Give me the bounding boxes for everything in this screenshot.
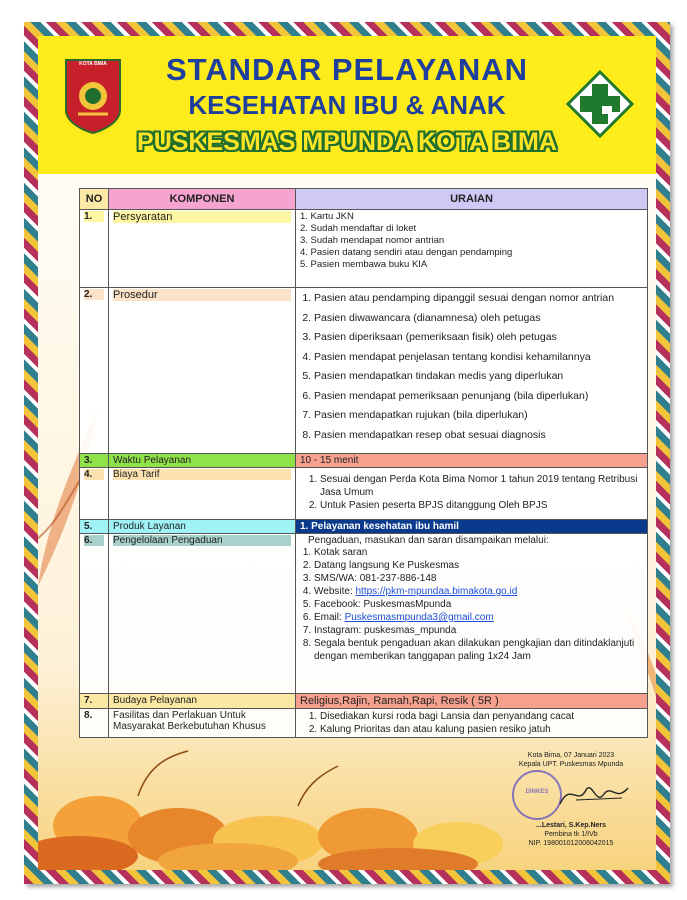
row-number: 2. — [80, 288, 109, 454]
header-no: NO — [80, 189, 109, 210]
list-item: 1. Disediakan kursi roda bagi Lansia dan penyandang cacat — [320, 710, 643, 723]
row-number: 6. — [80, 534, 109, 694]
header-komponen: KOMPONEN — [109, 189, 296, 210]
list-item: 7. Pasien mendapatkan rujukan (bila diperlukan) — [314, 406, 643, 426]
row-number: 4. — [80, 468, 109, 520]
header-uraian: URAIAN — [296, 189, 648, 210]
row-komponen: Produk Layanan — [109, 520, 296, 534]
list-item: 6. Email: Puskesmasmpunda3@gmail.com — [314, 611, 643, 624]
list-item: 1. Pasien atau pendamping dipanggil sesuai dengan nomor antrian — [314, 289, 643, 309]
row-komponen: Fasilitas dan Perlakuan Untuk Masyarakat Berkebutuhan Khusus — [109, 709, 296, 738]
title-line-3: PUSKESMAS MPUNDA KOTA BIMA — [137, 128, 557, 156]
complaint-intro: Pengaduan, masukan dan saran disampaikan melalui: — [308, 535, 549, 546]
list-item: 6. Pasien mendapat pemeriksaan penunjang (bila diperlukan) — [314, 387, 643, 407]
list-item: 4. Pasien datang sendiri atau dengan pendamping — [300, 247, 513, 258]
table-row — [80, 468, 648, 520]
table-row — [80, 288, 648, 454]
table-row — [80, 694, 648, 709]
list-item: 3. Sudah mendapat nomor antrian — [300, 235, 445, 246]
list-item: 3. SMS/WA: 081-237-886-148 — [314, 572, 643, 585]
table-row — [80, 534, 648, 694]
decorative-border — [24, 22, 670, 884]
row-uraian: 10 - 15 menit — [296, 454, 648, 468]
table-row — [80, 210, 648, 288]
row-number: 1. — [80, 210, 109, 288]
list-item: 8. Pasien mendapatkan resep obat sesuai diagnosis — [314, 426, 643, 446]
row-komponen: Budaya Pelayanan — [109, 694, 296, 709]
poster-body — [38, 36, 656, 870]
official-stamp-icon: DINKES — [512, 770, 562, 820]
row-uraian: Religius,Rajin, Ramah,Rapi, Resik ( 5R ) — [296, 694, 648, 709]
row-uraian — [296, 288, 648, 454]
table-row — [80, 520, 648, 534]
list-item: 2. Untuk Pasien peserta BPJS ditanggung Oleh BPJS — [320, 499, 643, 512]
emblem-label: KOTA BIMA — [79, 61, 107, 67]
handwritten-signature-icon — [556, 776, 632, 812]
row-number: 5. — [80, 520, 109, 534]
row-uraian — [296, 709, 648, 738]
list-item: 2. Datang langsung Ke Puskesmas — [314, 559, 643, 572]
list-item: 5. Pasien mendapatkan tindakan medis yang diperlukan — [314, 367, 643, 387]
list-item: 4. Pasien mendapat penjelasan tentang kondisi kehamilannya — [314, 348, 643, 368]
list-item: 2. Kalung Prioritas dan atau kalung pasien resiko jatuh — [320, 723, 643, 736]
row-uraian — [296, 468, 648, 520]
list-item: 1. Kartu JKN — [300, 211, 354, 222]
list-item: 2. Pasien diwawancara (dianamnesa) oleh petugas — [314, 309, 643, 329]
header-banner — [38, 36, 656, 174]
row-number: 8. — [80, 709, 109, 738]
signature-name: ...Lestari, S.Kep.Ners — [535, 822, 607, 829]
list-item: 1. Kotak saran — [314, 546, 643, 559]
signature-nip: NIP. 198001012006042015 — [528, 840, 614, 847]
row-komponen: Persyaratan — [109, 210, 296, 288]
list-item: 5. Pasien membawa buku KIA — [300, 259, 428, 270]
puskesmas-logo-icon — [566, 70, 634, 138]
list-item: 7. Instagram: puskesmas_mpunda — [314, 624, 643, 637]
row-komponen: Prosedur — [109, 288, 296, 454]
row-komponen: Biaya Tarif — [109, 468, 296, 520]
title-line-2: KESEHATAN IBU & ANAK — [188, 90, 506, 120]
table-header-row — [80, 189, 648, 210]
row-uraian — [296, 534, 648, 694]
row-komponen: Pengelolaan Pengaduan — [109, 534, 296, 694]
signature-place-date: Kota Bima, 07 Januari 2023 — [527, 752, 615, 759]
table-row — [80, 454, 648, 468]
list-item: 3. Pasien diperiksaan (pemeriksaan fisik) oleh petugas — [314, 328, 643, 348]
row-komponen: Waktu Pelayanan — [109, 454, 296, 468]
list-item: 5. Facebook: PuskesmasMpunda — [314, 598, 643, 611]
row-number: 7. — [80, 694, 109, 709]
row-uraian — [296, 210, 648, 288]
title-line-1: STANDAR PELAYANAN — [165, 52, 529, 87]
website-link[interactable]: https://pkm-mpundaa.bimakota.go.id — [355, 586, 518, 597]
list-item: 2. Sudah mendaftar di loket — [300, 223, 417, 234]
service-standard-table — [79, 188, 648, 738]
list-item: 4. Website: https://pkm-mpundaa.bimakota.go.id — [314, 585, 643, 598]
row-uraian: 1. Pelayanan kesehatan ibu hamil — [296, 520, 648, 534]
signature-rank: Pembina tk 1/IVb — [544, 831, 598, 838]
table-row — [80, 709, 648, 738]
signature-block — [506, 748, 636, 856]
signature-position: Kepala UPT. Puskesmas Mpunda — [518, 761, 624, 768]
list-item: 1. Sesuai dengan Perda Kota Bima Nomor 1 tahun 2019 tentang Retribusi Jasa Umum — [320, 473, 643, 499]
list-item: 8. Segala bentuk pengaduan akan dilakukan pengkajian dan ditindaklanjuti dengan memberikan tanggapan paling 1x24 Jam — [314, 637, 643, 663]
row-number: 3. — [80, 454, 109, 468]
email-link[interactable]: Puskesmasmpunda3@gmail.com — [344, 612, 494, 623]
